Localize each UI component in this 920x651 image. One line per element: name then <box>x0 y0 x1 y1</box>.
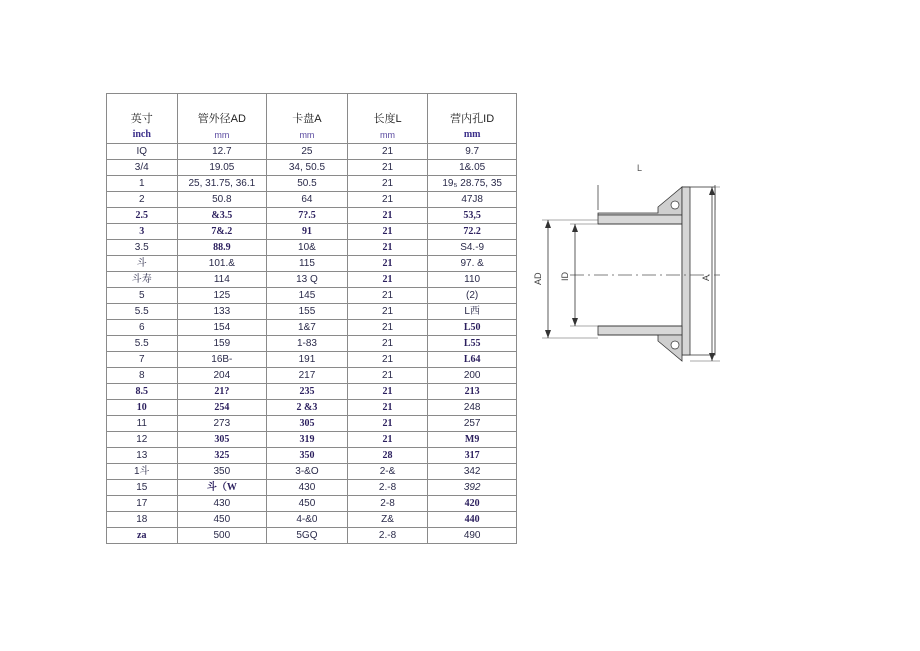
table-cell: 273 <box>177 416 267 432</box>
table-cell: L西 <box>428 304 517 320</box>
table-cell: 7 <box>107 352 178 368</box>
table-cell: 21 <box>347 368 428 384</box>
label-ad: AD <box>533 272 543 285</box>
table-cell: 5.5 <box>107 336 178 352</box>
table-row <box>107 480 517 496</box>
table-cell: 16B- <box>177 352 267 368</box>
table-cell: 21 <box>347 288 428 304</box>
table-cell: 2.-8 <box>347 480 428 496</box>
table-cell: 342 <box>428 464 517 480</box>
table-cell: L64 <box>428 352 517 368</box>
table-cell: 1&7 <box>267 320 348 336</box>
table-row <box>107 256 517 272</box>
table-cell: 21? <box>177 384 267 400</box>
table-row <box>107 384 517 400</box>
table-cell: 1&.05 <box>428 160 517 176</box>
table-row <box>107 416 517 432</box>
table-cell: 114 <box>177 272 267 288</box>
table-cell: 200 <box>428 368 517 384</box>
table-cell: 21 <box>347 336 428 352</box>
table-cell: 6 <box>107 320 178 336</box>
header-inch: 英寸 inch <box>107 94 178 144</box>
table-cell: 15 <box>107 480 178 496</box>
table-cell: 1 <box>107 176 178 192</box>
table-cell: 145 <box>267 288 348 304</box>
table-cell: 9.7 <box>428 144 517 160</box>
table-cell: 2.-8 <box>347 528 428 544</box>
table-cell: L50 <box>428 320 517 336</box>
header-row <box>107 94 517 144</box>
table-cell: 254 <box>177 400 267 416</box>
table-cell: 3 <box>107 224 178 240</box>
table-row <box>107 368 517 384</box>
table-cell: 8.5 <box>107 384 178 400</box>
table-cell: 21 <box>347 144 428 160</box>
table-cell: 19.05 <box>177 160 267 176</box>
table-cell: 25 <box>267 144 348 160</box>
table-cell: 440 <box>428 512 517 528</box>
table-cell: 305 <box>177 432 267 448</box>
table-cell: 88.9 <box>177 240 267 256</box>
table-cell: 133 <box>177 304 267 320</box>
table-cell: 34, 50.5 <box>267 160 348 176</box>
table-cell: 13 Q <box>267 272 348 288</box>
table-cell: 13 <box>107 448 178 464</box>
table-cell: 2.5 <box>107 208 178 224</box>
table-cell: 450 <box>267 496 348 512</box>
table-cell: 3.5 <box>107 240 178 256</box>
table-cell: 2-8 <box>347 496 428 512</box>
table-cell: 11 <box>107 416 178 432</box>
table-row <box>107 512 517 528</box>
table-cell: 21 <box>347 320 428 336</box>
table-cell: 28 <box>347 448 428 464</box>
table-row <box>107 432 517 448</box>
table-row <box>107 224 517 240</box>
flange-ferrule-drawing <box>520 155 740 375</box>
table-cell: IQ <box>107 144 178 160</box>
table-cell: 392 <box>428 480 517 496</box>
table-cell: 305 <box>267 416 348 432</box>
table-cell: 64 <box>267 192 348 208</box>
table-cell: 7?.5 <box>267 208 348 224</box>
table-cell: 1-83 <box>267 336 348 352</box>
table-row <box>107 240 517 256</box>
table-cell: 21 <box>347 192 428 208</box>
table-cell: 125 <box>177 288 267 304</box>
table-cell: 191 <box>267 352 348 368</box>
table-cell: 2 &3 <box>267 400 348 416</box>
table-cell: 21 <box>347 352 428 368</box>
table-cell: 248 <box>428 400 517 416</box>
table-row <box>107 400 517 416</box>
table-row <box>107 208 517 224</box>
table-cell: S4.-9 <box>428 240 517 256</box>
table-cell: 217 <box>267 368 348 384</box>
table-cell: 21 <box>347 384 428 400</box>
table-cell: 72.2 <box>428 224 517 240</box>
table-cell: 21 <box>347 160 428 176</box>
table-row <box>107 352 517 368</box>
table-cell: 430 <box>177 496 267 512</box>
table-cell: Z& <box>347 512 428 528</box>
table-cell: 5.5 <box>107 304 178 320</box>
table-cell: 21 <box>347 400 428 416</box>
table-cell: 21 <box>347 256 428 272</box>
table-cell: 430 <box>267 480 348 496</box>
label-l: L <box>637 163 643 173</box>
table-cell: 350 <box>267 448 348 464</box>
table-cell: 101.& <box>177 256 267 272</box>
table-cell: 21 <box>347 240 428 256</box>
table-cell: 155 <box>267 304 348 320</box>
table-cell: 213 <box>428 384 517 400</box>
table-row <box>107 272 517 288</box>
table-row <box>107 464 517 480</box>
table-cell: 235 <box>267 384 348 400</box>
header-a: 卡盘A mm <box>267 94 348 144</box>
table-cell: 350 <box>177 464 267 480</box>
table-cell: 斗（W <box>177 480 267 496</box>
table-row <box>107 496 517 512</box>
table-cell: 115 <box>267 256 348 272</box>
table-row <box>107 528 517 544</box>
table-cell: 159 <box>177 336 267 352</box>
table-row <box>107 320 517 336</box>
header-l: 长度L mm <box>347 94 428 144</box>
table-cell: 斗寿 <box>107 272 178 288</box>
table-cell: 204 <box>177 368 267 384</box>
table-row <box>107 288 517 304</box>
header-ad: 管外径AD mm <box>177 94 267 144</box>
table-cell: 50.8 <box>177 192 267 208</box>
table-cell: 18 <box>107 512 178 528</box>
table-cell: 21 <box>347 208 428 224</box>
table-row <box>107 336 517 352</box>
table-cell: 12 <box>107 432 178 448</box>
table-cell: 1斗 <box>107 464 178 480</box>
table-cell: 12.7 <box>177 144 267 160</box>
table-cell: 17 <box>107 496 178 512</box>
table-row <box>107 176 517 192</box>
table-cell: 25, 31.75, 36.1 <box>177 176 267 192</box>
table-cell: 317 <box>428 448 517 464</box>
table-cell: 257 <box>428 416 517 432</box>
table-cell: 3-&O <box>267 464 348 480</box>
table-cell: 斗 <box>107 256 178 272</box>
table-cell: 4-&0 <box>267 512 348 528</box>
table-cell: 97. & <box>428 256 517 272</box>
table-cell: 5GQ <box>267 528 348 544</box>
table-cell: 53,5 <box>428 208 517 224</box>
table-cell: 500 <box>177 528 267 544</box>
table-cell: L55 <box>428 336 517 352</box>
table-row <box>107 304 517 320</box>
table-cell: 7&.2 <box>177 224 267 240</box>
table-row <box>107 192 517 208</box>
table-cell: 19₅ 28.75, 35 <box>428 176 517 192</box>
table-cell: 21 <box>347 304 428 320</box>
table-cell: M9 <box>428 432 517 448</box>
label-id: ID <box>560 272 570 281</box>
table-cell: 2 <box>107 192 178 208</box>
dimension-table <box>106 93 517 544</box>
table-cell: 21 <box>347 432 428 448</box>
table-cell: za <box>107 528 178 544</box>
table-cell: 21 <box>347 224 428 240</box>
table-cell: 10& <box>267 240 348 256</box>
table-row <box>107 448 517 464</box>
table-cell: 8 <box>107 368 178 384</box>
table-cell: 50.5 <box>267 176 348 192</box>
label-a: A <box>701 274 711 281</box>
table-cell: 21 <box>347 416 428 432</box>
table-cell: &3.5 <box>177 208 267 224</box>
table-cell: 450 <box>177 512 267 528</box>
table-cell: 325 <box>177 448 267 464</box>
table-cell: 21 <box>347 176 428 192</box>
table-cell: 3/4 <box>107 160 178 176</box>
table-cell: 420 <box>428 496 517 512</box>
table-cell: 10 <box>107 400 178 416</box>
table-cell: 110 <box>428 272 517 288</box>
table-cell: 21 <box>347 272 428 288</box>
table-cell: 5 <box>107 288 178 304</box>
table-cell: 91 <box>267 224 348 240</box>
table-cell: 319 <box>267 432 348 448</box>
header-id: 营内孔ID mm <box>428 94 517 144</box>
table-cell: 490 <box>428 528 517 544</box>
table-cell: (2) <box>428 288 517 304</box>
table-cell: 47J8 <box>428 192 517 208</box>
table-row <box>107 144 517 160</box>
table-cell: 2-& <box>347 464 428 480</box>
table-cell: 154 <box>177 320 267 336</box>
table-row <box>107 160 517 176</box>
